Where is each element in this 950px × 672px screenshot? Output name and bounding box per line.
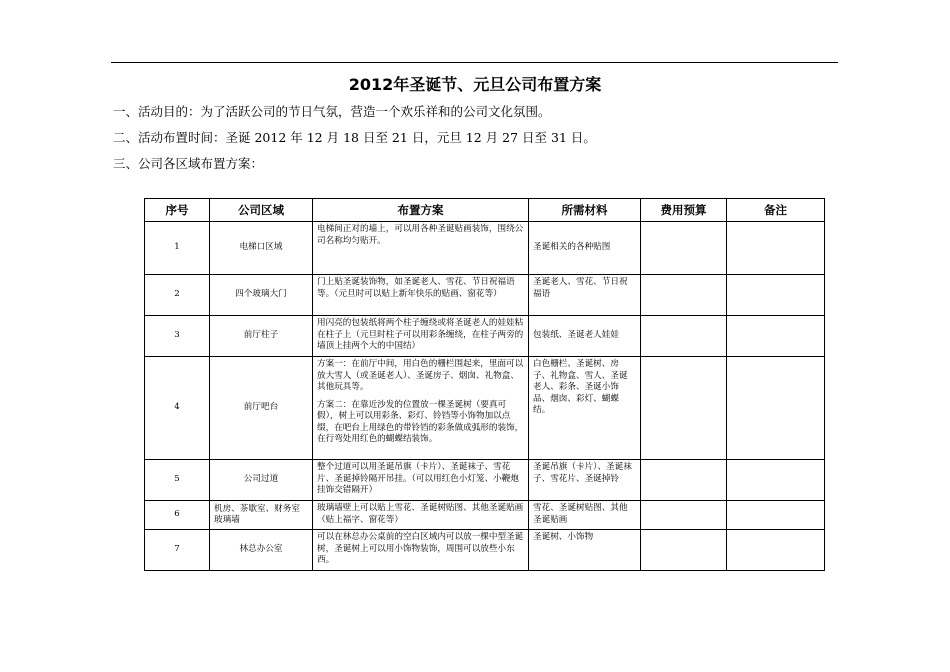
row-plan — [313, 316, 529, 357]
plan-text: 门上贴圣诞装饰物，如圣诞老人、雪花、节日祝福语等。（元旦时可以贴上新年快乐的贴画、窗花等） — [317, 277, 515, 299]
row-plan — [313, 501, 529, 530]
row-number: 3 — [145, 316, 210, 357]
row-area: 前厅吧台 — [210, 357, 313, 460]
table-row — [145, 501, 825, 530]
row-plan — [313, 222, 529, 275]
row-materials: 圣诞相关的各种贴图 — [529, 222, 641, 275]
row-area: 机房、茶歇室、财务室玻璃墙 — [210, 501, 313, 530]
section-areas: 三、公司各区域布置方案： — [113, 156, 264, 171]
col-header-number: 序号 — [145, 199, 210, 222]
section-purpose: 一、活动目的：为了活跃公司的节日气氛，营造一个欢乐祥和的公司文化氛围。 — [113, 104, 551, 119]
section-time: 二、活动布置时间：圣诞 2012 年 12 月 18 日至 21 日，元旦 12 月 27 日至 31 日。 — [113, 130, 596, 145]
header-rule — [111, 62, 838, 63]
plan-text: 整个过道可以用圣诞吊旗（卡片）、圣诞袜子、雪花片、圣诞掉铃隔开吊挂。（可以用红色小灯笼、小鞭炮挂饰交错隔开） — [317, 462, 519, 495]
row-number: 1 — [145, 222, 210, 275]
row-number: 6 — [145, 501, 210, 530]
row-budget — [641, 460, 727, 501]
table-row — [145, 530, 825, 571]
table-row — [145, 275, 825, 316]
row-number: 5 — [145, 460, 210, 501]
row-materials: 圣诞吊旗（卡片）、圣诞袜子、雪花片、圣诞掉铃 — [529, 460, 641, 501]
row-note — [727, 357, 825, 460]
col-header-plan: 布置方案 — [313, 199, 529, 222]
row-materials: 圣诞老人、雪花、节日祝福语 — [529, 275, 641, 316]
row-area: 前厅柱子 — [210, 316, 313, 357]
plan-option-one: 方案一：在前厅中间，用白色的栅栏围起来，里面可以放大雪人（或圣诞老人）、圣诞房子、烟囱、礼物盒、其他玩具等。 — [317, 359, 524, 392]
row-number: 2 — [145, 275, 210, 316]
row-plan — [313, 530, 529, 571]
table-row — [145, 222, 825, 275]
row-budget — [641, 501, 727, 530]
table-header-row — [145, 199, 825, 222]
table-row — [145, 357, 825, 460]
row-materials: 白色栅栏、圣诞树、房子、礼物盒、雪人、圣诞老人、彩条、圣诞小饰品、烟囱、彩灯、蝴蝶结。 — [529, 357, 641, 460]
layout-plan-table — [144, 198, 825, 571]
document-title: 2012年圣诞节、元旦公司布置方案 — [348, 75, 602, 94]
row-plan — [313, 460, 529, 501]
row-note — [727, 460, 825, 501]
row-note — [727, 275, 825, 316]
row-note — [727, 530, 825, 571]
row-materials: 包装纸、圣诞老人娃娃 — [529, 316, 641, 357]
row-materials: 圣诞树、小饰物 — [529, 530, 641, 571]
plan-text: 用闪亮的包装纸将两个柱子缠绕或将圣诞老人的娃娃粘在柱子上（元旦时柱子可以用彩条缠绕，在柱子两旁的墙顶上挂两个大的中国结） — [317, 318, 524, 351]
row-plan — [313, 357, 529, 460]
plan-option-two: 方案二：在靠近沙发的位置放一棵圣诞树（要真可假），树上可以用彩条、彩灯、铃铛等小饰物加以点缀，在吧台上用绿色的带铃铛的彩条做成弧形的装饰，在行弯处用红色的蝴蝶结装饰。 — [317, 399, 524, 444]
row-materials: 雪花、圣诞树贴图、其他圣诞贴画 — [529, 501, 641, 530]
row-area: 电梯口区域 — [210, 222, 313, 275]
row-note — [727, 501, 825, 530]
row-area: 林总办公室 — [210, 530, 313, 571]
row-area: 四个玻璃大门 — [210, 275, 313, 316]
row-plan — [313, 275, 529, 316]
row-note — [727, 316, 825, 357]
col-header-area: 公司区域 — [210, 199, 313, 222]
plan-text: 电梯间正对的墙上，可以用各种圣诞贴画装饰，围绕公司名称均匀贴开。 — [317, 224, 524, 246]
row-number: 4 — [145, 357, 210, 460]
row-note — [727, 222, 825, 275]
row-budget — [641, 316, 727, 357]
col-header-budget: 费用预算 — [641, 199, 727, 222]
row-budget — [641, 357, 727, 460]
row-budget — [641, 275, 727, 316]
col-header-materials: 所需材料 — [529, 199, 641, 222]
row-budget — [641, 530, 727, 571]
col-header-note: 备注 — [727, 199, 825, 222]
plan-text: 玻璃墙壁上可以贴上雪花、圣诞树贴图、其他圣诞贴画（贴上福字、窗花等） — [317, 503, 524, 525]
table-row — [145, 316, 825, 357]
row-budget — [641, 222, 727, 275]
table-row — [145, 460, 825, 501]
plan-text: 可以在林总办公桌前的空白区域内可以放一棵中型圣诞树，圣诞树上可以用小饰物装饰，周围可以放些小东西。 — [317, 532, 524, 565]
row-number: 7 — [145, 530, 210, 571]
row-area: 公司过道 — [210, 460, 313, 501]
